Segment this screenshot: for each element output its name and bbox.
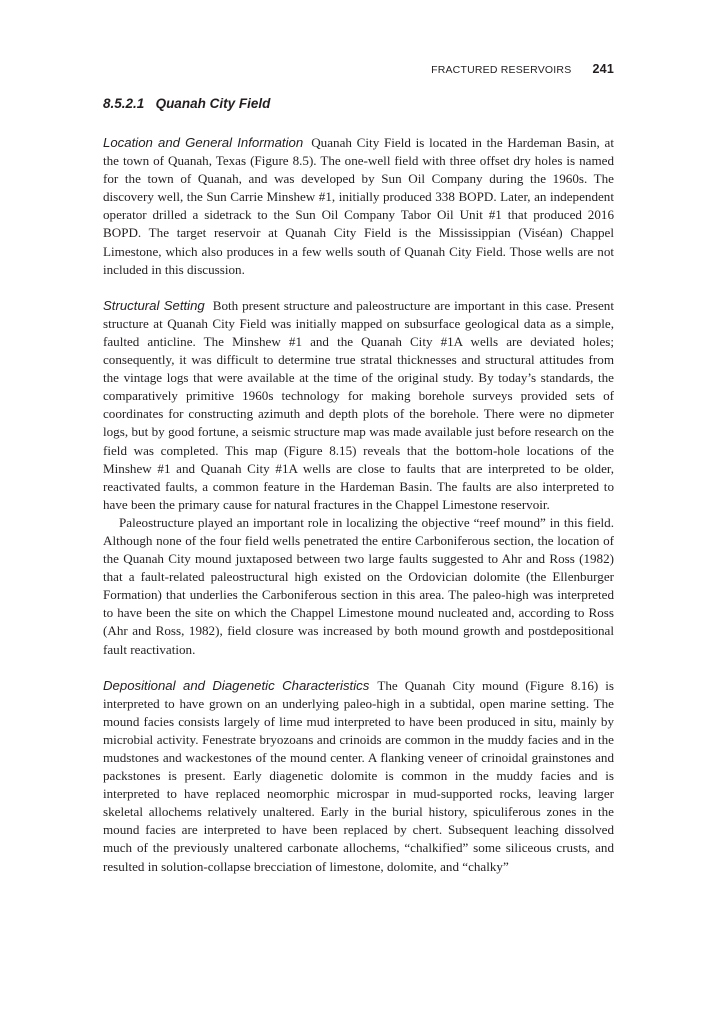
structural-body: Both present structure and paleostructure are important in this case. Present structure at Quanah City Field was initially mapped on subsurface geological data as a simple, faulted anticline. The Minshew #1 and the Quanah City #1A wells are deviated holes; consequently, it was difficult to determine true stratal thicknesses and structural attitudes from the vintage logs that were available at the time of the original study. By today’s standards, the comparatively primitive 1960s technology for making borehole surveys provided sets of coordinates for constructing azimuth and depth plots of the borehole. There were no dipmeter logs, but by good fortune, a seismic structure map was made available just before research on the field was completed. This map (Figure 8.15) reveals that the bottom-hole locations of the Minshew #1 and Quanah City #1A wells are close to faults that are interpreted to be older, reactivated faults, a common feature in the Hardeman Basin. The faults are also interpreted to have been the primary cause for natural fractures in the Chappel Limestone reservoir. xyxy=(103,297,614,512)
structural-heading: Structural Setting xyxy=(103,297,205,313)
section-title: Quanah City Field xyxy=(155,96,271,111)
location-paragraph xyxy=(103,134,614,279)
section-number: 8.5.2.1 xyxy=(103,96,145,111)
location-section xyxy=(103,134,614,279)
running-head xyxy=(103,62,614,76)
depositional-heading: Depositional and Diagenetic Characteristics xyxy=(103,677,370,693)
location-heading: Location and General Information xyxy=(103,135,304,150)
section-heading xyxy=(103,95,614,113)
page-number: 241 xyxy=(592,62,614,76)
page-body xyxy=(103,95,614,894)
depositional-paragraph xyxy=(103,677,614,876)
location-body: Quanah City Field is located in the Hardeman Basin, at the town of Quanah, Texas (Figure 8.5). The one-well field with three offset dry holes is named for the town of Quanah, and was developed by Sun Oil Company during the 1960s. The discovery well, the Sun Carrie Minshew #1, initially produced 338 BOPD. Later, an independent operator drilled a sidetrack to the Sun Oil Company Tabor Oil Unit #1 that produced 2016 BOPD. The target reservoir at Quanah City Field is the Mississippian (Viséan) Chappel Limestone, which also produces in a few wells south of Quanah City Field. Those wells are not included in this discussion. xyxy=(103,135,615,277)
depositional-section xyxy=(103,677,614,876)
running-head-title: FRACTURED RESERVOIRS xyxy=(431,64,572,76)
structural-paragraph xyxy=(103,297,614,514)
paleostructure-paragraph: Paleostructure played an important role in localizing the objective “reef mound” in this field. Although none of the four field wells penetrated the entire Carboniferous section, the location of the Quanah City mound juxtaposed between two large faults suggested to Ahr and Ross (1982) that a fault-related paleostructural high existed on the Ordovician dolomite (the Ellenburger Formation) that underlies the Carboniferous section in this area. The paleo-high was interpreted to have been the site on which the Chappel Limestone mound nucleated and, according to Ross (Ahr and Ross, 1982), field closure was increased by both mound growth and postdepositional fault reactivation. xyxy=(103,514,614,657)
structural-section xyxy=(103,297,614,659)
depositional-body: The Quanah City mound (Figure 8.16) is interpreted to have grown on an underlying paleo-high in a subtidal, open marine setting. The mound facies consists largely of lime mud interpreted to have been produced in situ, mainly by microbial activity. Fenestrate bryozoans and crinoids are common in the muddy facies and in the mudstones and wackestones of the mound center. A flanking veneer of crinoidal grainstones and packstones is present. Early diagenetic dolomite is common in the muddy facies and is interpreted to have replaced neomorphic microspar in mud-supported rocks, leaving larger skeletal allochems relatively unaltered. Early in the burial history, spiculiferous zones in the mound facies are interpreted to have been replaced by chert. Subsequent leaching dissolved much of the previously unaltered carbonate allochems, “chalkified” some siliceous crusts, and resulted in solution-collapse brecciation of limestone, dolomite, and “chalky” xyxy=(103,677,614,874)
